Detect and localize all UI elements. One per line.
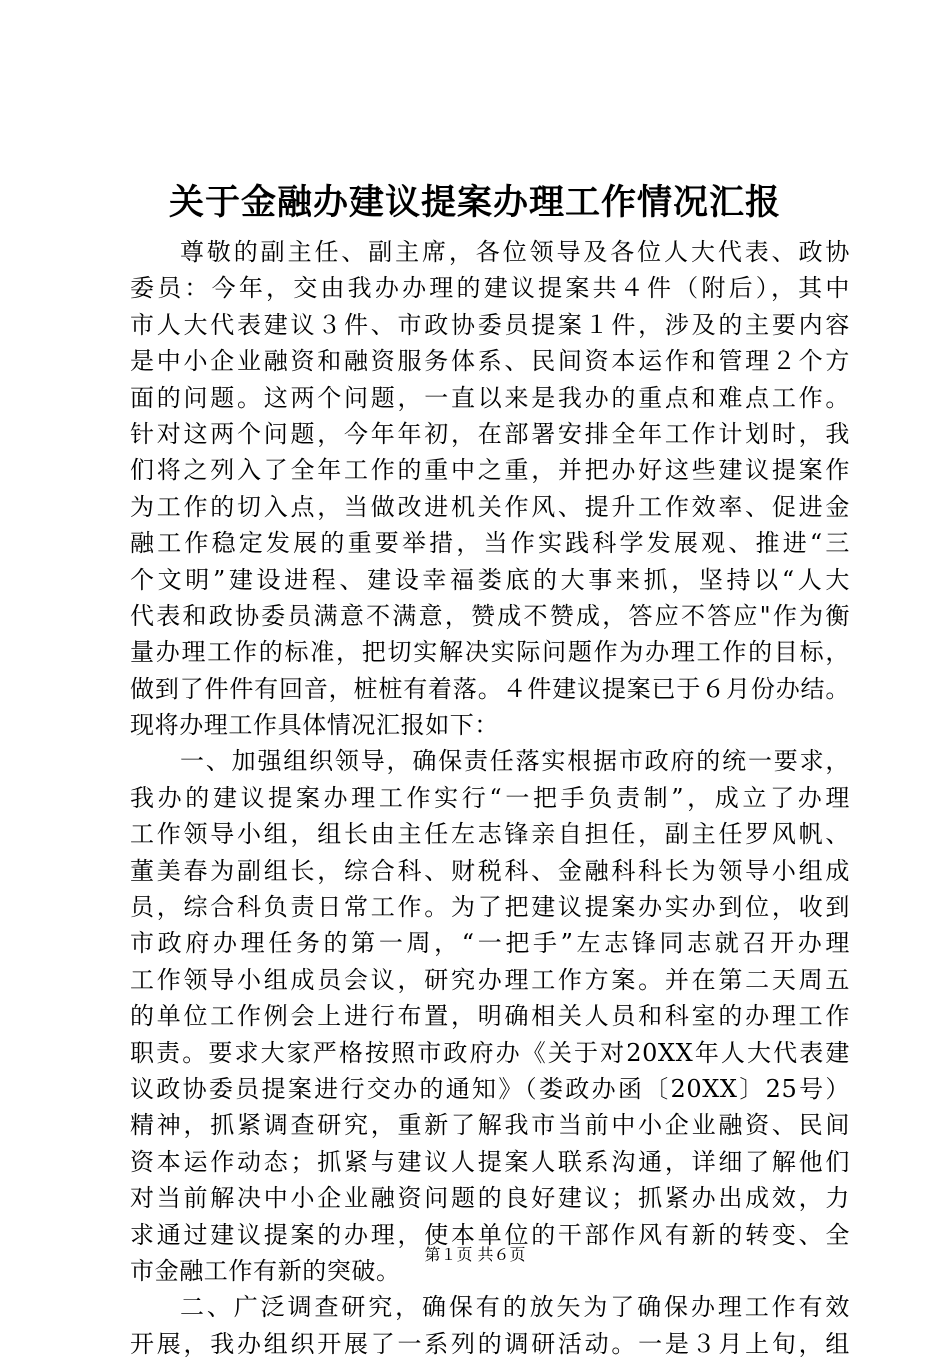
body-line: 市政府办理任务的第一周，“一把手”左志锋同志就召开办理 [130,929,850,958]
body-line: 市金融工作有新的突破。 [130,1256,401,1285]
body-line: 现将办理工作具体情况汇报如下： [130,711,499,740]
section-heading-line: 一、加强组织领导，确保责任落实根据市政府的统一要求， [180,747,850,776]
body-line: 针对这两个问题，今年年初，在部署安排全年工作计划时，我 [130,419,850,448]
body-line: 对当前解决中小企业融资问题的良好建议；抓紧办出成效，力 [130,1184,850,1213]
section-heading-line: 二、广泛调查研究，确保有的放矢为了确保办理工作有效 [180,1293,850,1322]
document-title: 关于金融办建议提案办理工作情况汇报 [168,182,781,223]
body-line: 尊敬的副主任、副主席，各位领导及各位人大代表、政协 [180,238,850,266]
body-line: 精神，抓紧调查研究，重新了解我市当前中小企业融资、民间 [130,1111,850,1140]
body-line: 面的问题。这两个问题，一直以来是我办的重点和难点工作。 [130,383,850,412]
body-line: 是中小企业融资和融资服务体系、民间资本运作和管理２个方 [130,347,850,376]
body-line: 董美春为副组长，综合科、财税科、金融科科长为领导小组成 [130,856,850,885]
body-line: 工作领导小组，组长由主任左志锋亲自担任，副主任罗风帆、 [130,820,850,849]
body-line: 代表和政协委员满意不满意，赞成不赞成，答应不答应"作为衡 [130,601,850,630]
body-line: 们将之列入了全年工作的重中之重，并把办好这些建议提案作 [130,456,850,485]
body-line: 委员：今年，交由我办办理的建议提案共４件（附后），其中 [130,274,850,303]
body-line: 做到了件件有回音，桩桩有着落。４件建议提案已于６月份办结。 [130,674,850,703]
body-line: 融工作稳定发展的重要举措，当作实践科学发展观、推进“三 [130,529,850,558]
body-line: 职责。要求大家严格按照市政府办《关于对20XX年人大代表建 [130,1038,850,1067]
body-line: 为工作的切入点，当做改进机关作风、提升工作效率、促进金 [130,492,850,521]
body-line: 量办理工作的标准，把切实解决实际问题作为办理工作的目标， [130,638,850,667]
body-line: 开展，我办组织开展了一系列的调研活动。一是３月上旬，组 [130,1329,850,1358]
document-body [130,234,850,1362]
body-line: 的单位工作例会上进行布置，明确相关人员和科室的办理工作 [130,1002,850,1031]
body-line: 个文明”建设进程、建设幸福娄底的大事来抓，坚持以“人大 [130,565,850,594]
body-line: 资本运作动态；抓紧与建议人提案人联系沟通，详细了解他们 [130,1147,850,1176]
body-line: 员，综合科负责日常工作。为了把建议提案办实办到位，收到 [130,893,850,922]
page-number: 第１页 共６页 [424,1245,526,1264]
body-line: 求通过建议提案的办理，使本单位的干部作风有新的转变、全 [130,1220,850,1249]
body-line: 我办的建议提案办理工作实行“一把手负责制”，成立了办理 [130,783,850,812]
body-line: 议政协委员提案进行交办的通知》（娄政办函〔20XX〕25号） [130,1074,850,1103]
body-line: 市人大代表建议３件、市政协委员提案１件，涉及的主要内容 [130,310,850,339]
body-line: 工作领导小组成员会议，研究办理工作方案。并在第二天周五 [130,965,850,994]
